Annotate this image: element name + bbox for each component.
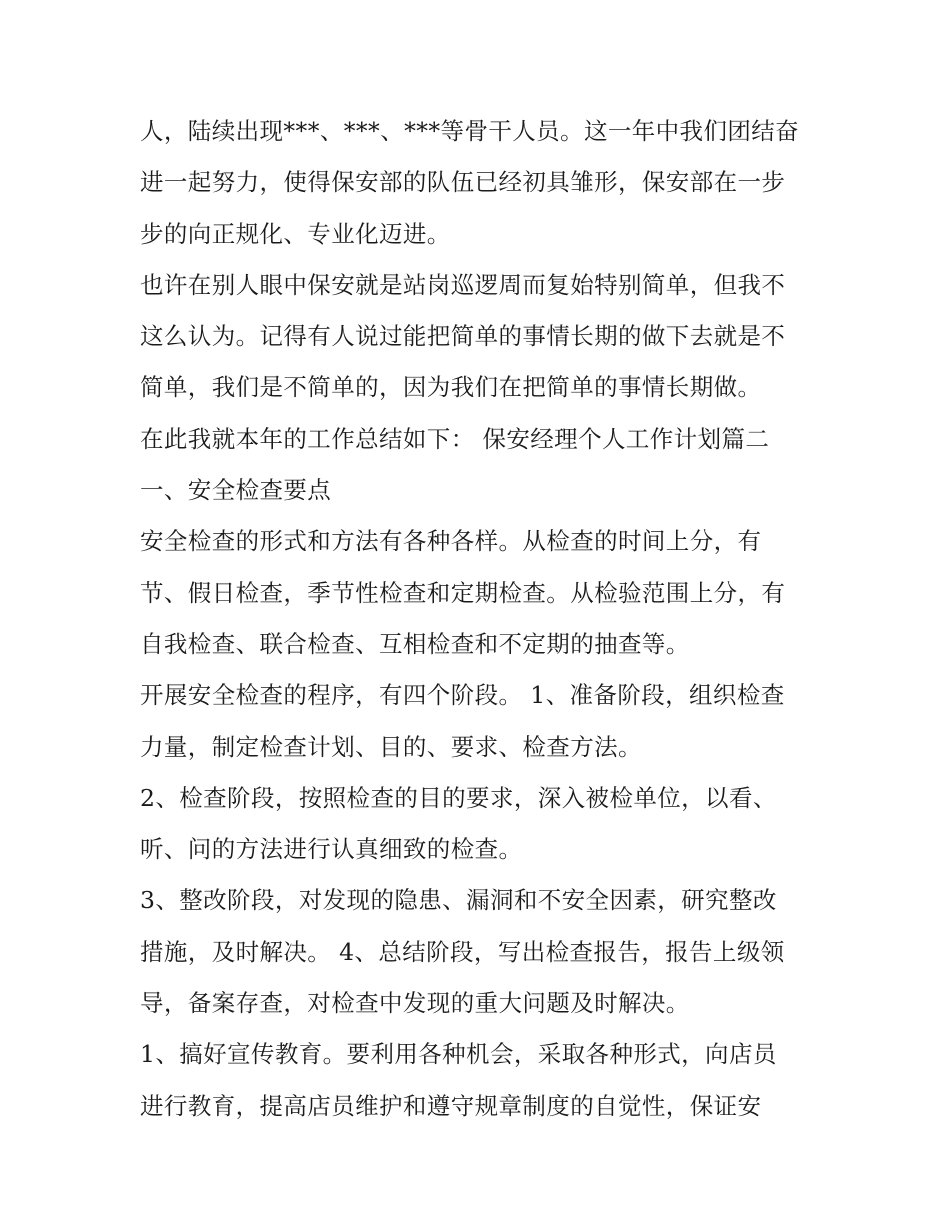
text-line: 进一起努力，使得保安部的队伍已经初具雏形，保安部在一步	[140, 168, 786, 197]
text-line: 开展安全检查的程序，有四个阶段。 1、准备阶段，组织检查	[140, 681, 785, 710]
text-line: 2、检查阶段，按照检查的目的要求，深入被检单位，以看、	[140, 783, 777, 812]
text-line: 1、搞好宣传教育。要利用各种机会，采取各种形式，向店员	[140, 1040, 777, 1069]
text-line: 在此我就本年的工作总结如下： 保安经理个人工作计划篇二	[140, 424, 770, 453]
text-line: 自我检查、联合检查、互相检查和不定期的抽查等。	[140, 629, 690, 658]
text-line: 措施，及时解决。 4、总结阶段，写出检查报告，报告上级领	[140, 937, 785, 966]
text-line: 节、假日检查，季节性检查和定期检查。从检验范围上分，有	[140, 578, 786, 607]
text-line: 听、问的方法进行认真细致的检查。	[140, 835, 523, 864]
text-line: 简单，我们是不简单的，因为我们在把简单的事情长期做。	[140, 373, 762, 402]
text-line: 安全检查的形式和方法有各种各样。从检查的时间上分，有	[140, 527, 762, 556]
text-line: 步的向正规化、专业化迈进。	[140, 219, 451, 248]
text-line: 这么认为。记得有人说过能把简单的事情长期的做下去就是不	[140, 322, 786, 351]
text-line: 力量，制定检查计划、目的、要求、检查方法。	[140, 732, 642, 761]
text-line: 导，备案存查，对检查中发现的重大问题及时解决。	[140, 989, 690, 1018]
text-line: 3、整改阶段，对发现的隐患、漏洞和不安全因素，研究整改	[140, 886, 777, 915]
text-line: 进行教育，提高店员维护和遵守规章制度的自觉性，保证安	[140, 1091, 762, 1120]
section-heading: 一、安全检查要点	[140, 476, 332, 505]
text-line: 人，陆续出现***、***、***等骨干人员。这一年中我们团结奋	[140, 117, 800, 145]
text-line: 也许在别人眼中保安就是站岗巡逻周而复始特别简单，但我不	[140, 270, 786, 299]
document-body	[140, 106, 820, 1132]
